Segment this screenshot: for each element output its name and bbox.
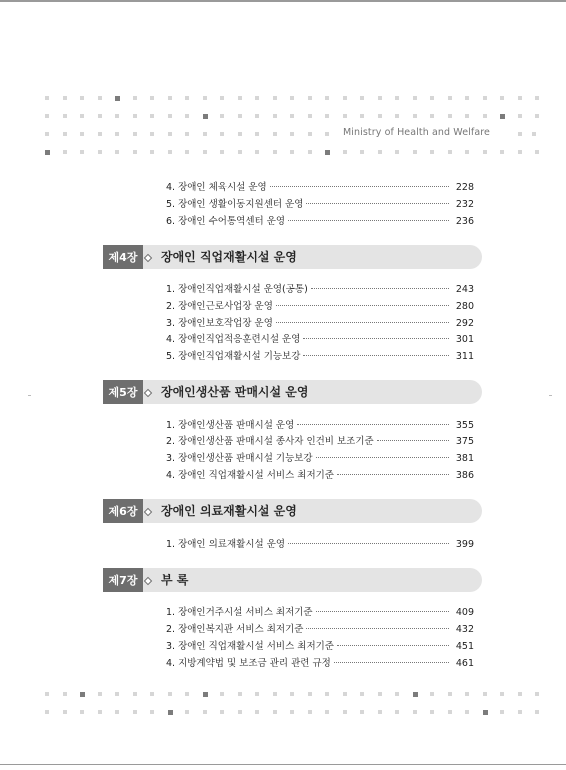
entry-page: 451 — [455, 641, 474, 652]
toc-entry[interactable] — [166, 433, 474, 447]
dot-leader — [311, 287, 449, 289]
decorative-dot — [168, 132, 172, 136]
decorative-dot — [360, 692, 364, 696]
decorative-dot — [273, 692, 277, 696]
decorative-dot — [203, 132, 207, 136]
decorative-dot — [430, 710, 434, 714]
entry-number: 3. — [166, 641, 176, 652]
dot-leader — [377, 439, 449, 441]
decorative-dot — [448, 692, 452, 696]
chapter-label: 제6장 — [103, 499, 143, 523]
decorative-dot — [185, 132, 189, 136]
decorative-dot — [518, 692, 522, 696]
decorative-dot — [308, 114, 312, 118]
entry-title: 장애인생산품 판매시설 운영 — [178, 420, 295, 431]
dot-leader — [316, 456, 449, 458]
entry-number: 5. — [166, 351, 176, 362]
decorative-dot — [273, 114, 277, 118]
chapter-heading[interactable] — [103, 499, 482, 523]
top-rule — [0, 0, 566, 2]
decorative-dot — [63, 150, 67, 154]
footer-dot-row-1 — [45, 692, 535, 696]
decorative-dot — [220, 132, 224, 136]
decorative-dot — [535, 114, 539, 118]
footer-dot-row-2 — [45, 710, 535, 714]
toc-entry[interactable] — [166, 281, 474, 295]
decorative-dot — [115, 692, 119, 696]
decorative-dot — [395, 710, 399, 714]
decorative-dot — [448, 150, 452, 154]
decorative-dot — [203, 692, 208, 697]
header-dot-row-4 — [45, 150, 535, 154]
decorative-dot — [325, 150, 330, 155]
toc-entry[interactable] — [166, 315, 474, 329]
diamond-icon — [144, 508, 152, 516]
decorative-dot — [273, 96, 277, 100]
decorative-dot — [308, 150, 312, 154]
decorative-dot — [115, 132, 119, 136]
entry-title: 장애인직업재활시설 운영(공통) — [178, 284, 308, 295]
decorative-dot — [343, 150, 347, 154]
entry-page: 399 — [455, 539, 474, 550]
decorative-dot — [343, 692, 347, 696]
decorative-dot — [133, 710, 137, 714]
entry-page: 409 — [455, 607, 474, 618]
decorative-dot — [150, 114, 154, 118]
chapter-title: 부 록 — [161, 573, 189, 587]
decorative-dot — [483, 96, 487, 100]
dot-leader — [288, 219, 449, 221]
decorative-dot — [325, 96, 329, 100]
margin-mark — [549, 395, 552, 396]
dot-leader — [276, 304, 449, 306]
dot-leader — [270, 185, 449, 187]
toc-entry[interactable] — [166, 298, 474, 312]
ministry-header: Ministry of Health and Welfare — [342, 127, 490, 138]
decorative-dot — [185, 150, 189, 154]
decorative-dot — [378, 114, 382, 118]
toc-entry[interactable] — [166, 417, 474, 431]
toc-entry[interactable] — [166, 179, 474, 193]
decorative-dot — [168, 710, 173, 715]
decorative-dot — [518, 132, 522, 136]
entry-number: 4. — [166, 334, 176, 345]
decorative-dot — [63, 692, 67, 696]
dot-leader — [303, 337, 449, 339]
decorative-dot — [360, 710, 364, 714]
dot-leader — [306, 202, 449, 204]
decorative-dot — [45, 150, 50, 155]
decorative-dot — [273, 132, 277, 136]
decorative-dot — [500, 150, 504, 154]
decorative-dot — [500, 710, 504, 714]
toc-entry[interactable] — [166, 467, 474, 481]
decorative-dot — [80, 150, 84, 154]
decorative-dot — [273, 150, 277, 154]
diamond-icon — [144, 577, 152, 585]
decorative-dot — [203, 710, 207, 714]
decorative-dot — [500, 114, 505, 119]
decorative-dot — [98, 114, 102, 118]
toc-entry[interactable] — [166, 213, 474, 227]
decorative-dot — [98, 132, 102, 136]
decorative-dot — [483, 692, 487, 696]
chapter-title: 장애인생산품 판매시설 운영 — [161, 385, 309, 399]
decorative-dot — [98, 710, 102, 714]
dot-leader — [334, 661, 449, 663]
entry-number: 3. — [166, 453, 176, 464]
diamond-icon — [144, 254, 152, 262]
decorative-dot — [133, 114, 137, 118]
decorative-dot — [430, 150, 434, 154]
decorative-dot — [80, 96, 84, 100]
chapter-label: 제5장 — [103, 380, 143, 404]
entry-title: 장애인 체육시설 운영 — [178, 182, 267, 193]
decorative-dot — [395, 692, 399, 696]
toc-entry[interactable] — [166, 621, 474, 635]
decorative-dot — [185, 96, 189, 100]
decorative-dot — [360, 114, 364, 118]
decorative-dot — [220, 96, 224, 100]
dot-leader — [337, 644, 449, 646]
chapter-heading[interactable] — [103, 245, 482, 269]
entry-title: 장애인 수어통역센터 운영 — [178, 216, 286, 227]
decorative-dot — [465, 692, 469, 696]
decorative-dot — [238, 710, 242, 714]
decorative-dot — [133, 132, 137, 136]
entry-title: 장애인보호작업장 운영 — [178, 318, 273, 329]
decorative-dot — [535, 692, 539, 696]
toc-entry[interactable] — [166, 638, 474, 652]
entry-page: 232 — [455, 199, 474, 210]
decorative-dot — [115, 114, 119, 118]
toc-entry[interactable] — [166, 348, 474, 362]
decorative-dot — [63, 710, 67, 714]
toc-entry[interactable] — [166, 450, 474, 464]
decorative-dot — [465, 710, 469, 714]
decorative-dot — [203, 96, 207, 100]
decorative-dot — [45, 96, 49, 100]
dot-leader — [297, 423, 449, 425]
decorative-dot — [255, 710, 259, 714]
entry-page: 311 — [455, 351, 474, 362]
margin-mark — [28, 395, 31, 396]
decorative-dot — [308, 692, 312, 696]
entry-page: 461 — [455, 658, 474, 669]
decorative-dot — [465, 96, 469, 100]
decorative-dot — [378, 692, 382, 696]
entry-number: 2. — [166, 624, 176, 635]
entry-number: 2. — [166, 436, 176, 447]
decorative-dot — [413, 114, 417, 118]
decorative-dot — [220, 114, 224, 118]
decorative-dot — [378, 150, 382, 154]
decorative-dot — [150, 132, 154, 136]
decorative-dot — [308, 710, 312, 714]
decorative-dot — [150, 96, 154, 100]
entry-number: 4. — [166, 182, 176, 193]
entry-number: 1. — [166, 284, 176, 295]
decorative-dot — [518, 96, 522, 100]
decorative-dot — [465, 150, 469, 154]
decorative-dot — [168, 114, 172, 118]
toc-entry[interactable] — [166, 536, 474, 550]
dot-leader — [316, 610, 449, 612]
chapter-heading[interactable] — [103, 568, 482, 592]
decorative-dot — [308, 96, 312, 100]
entry-page: 243 — [455, 284, 474, 295]
decorative-dot — [80, 710, 84, 714]
decorative-dot — [535, 710, 539, 714]
decorative-dot — [80, 114, 84, 118]
decorative-dot — [98, 692, 102, 696]
entry-title: 장애인직업적응훈련시설 운영 — [178, 334, 301, 345]
entry-title: 장애인 생활이동지원센터 운영 — [178, 199, 304, 210]
decorative-dot — [518, 114, 522, 118]
decorative-dot — [448, 710, 452, 714]
decorative-dot — [273, 710, 277, 714]
decorative-dot — [150, 710, 154, 714]
entry-title: 장애인직업재활시설 기능보강 — [178, 351, 301, 362]
decorative-dot — [290, 114, 294, 118]
dot-leader — [276, 321, 449, 323]
entry-number: 4. — [166, 470, 176, 481]
chapter-label: 제4장 — [103, 245, 143, 269]
decorative-dot — [343, 96, 347, 100]
decorative-dot — [45, 132, 49, 136]
decorative-dot — [395, 96, 399, 100]
entry-title: 장애인근로사업장 운영 — [178, 301, 273, 312]
decorative-dot — [413, 150, 417, 154]
decorative-dot — [430, 692, 434, 696]
decorative-dot — [413, 692, 418, 697]
decorative-dot — [290, 692, 294, 696]
decorative-dot — [238, 132, 242, 136]
decorative-dot — [80, 692, 85, 697]
decorative-dot — [532, 132, 536, 136]
decorative-dot — [448, 114, 452, 118]
entry-title: 장애인생산품 판매시설 기능보강 — [178, 453, 313, 464]
decorative-dot — [63, 96, 67, 100]
decorative-dot — [483, 114, 487, 118]
decorative-dot — [168, 96, 172, 100]
decorative-dot — [255, 132, 259, 136]
decorative-dot — [535, 96, 539, 100]
entry-page: 386 — [455, 470, 474, 481]
decorative-dot — [98, 150, 102, 154]
toc-entry[interactable] — [166, 331, 474, 345]
entry-title: 장애인복지관 서비스 최저기준 — [178, 624, 304, 635]
decorative-dot — [238, 114, 242, 118]
decorative-dot — [45, 114, 49, 118]
decorative-dot — [45, 692, 49, 696]
entry-number: 5. — [166, 199, 176, 210]
decorative-dot — [290, 150, 294, 154]
decorative-dot — [168, 692, 172, 696]
decorative-dot — [150, 692, 154, 696]
toc-entry[interactable] — [166, 604, 474, 618]
decorative-dot — [220, 150, 224, 154]
decorative-dot — [448, 96, 452, 100]
entry-page: 355 — [455, 420, 474, 431]
entry-number: 2. — [166, 301, 176, 312]
chapter-heading[interactable] — [103, 380, 482, 404]
decorative-dot — [115, 710, 119, 714]
entry-page: 280 — [455, 301, 474, 312]
chapter-title: 장애인 의료재활시설 운영 — [161, 504, 297, 518]
decorative-dot — [255, 114, 259, 118]
decorative-dot — [430, 114, 434, 118]
decorative-dot — [378, 710, 382, 714]
entry-page: 375 — [455, 436, 474, 447]
decorative-dot — [290, 710, 294, 714]
toc-entry[interactable] — [166, 196, 474, 210]
decorative-dot — [238, 692, 242, 696]
decorative-dot — [185, 114, 189, 118]
chapter-label: 제7장 — [103, 568, 143, 592]
entry-number: 1. — [166, 607, 176, 618]
dot-leader — [337, 473, 449, 475]
decorative-dot — [500, 96, 504, 100]
bottom-rule — [0, 764, 566, 765]
decorative-dot — [45, 710, 49, 714]
decorative-dot — [395, 114, 399, 118]
entry-title: 장애인거주시설 서비스 최저기준 — [178, 607, 313, 618]
decorative-dot — [133, 150, 137, 154]
decorative-dot — [325, 710, 329, 714]
entry-page: 292 — [455, 318, 474, 329]
entry-page: 301 — [455, 334, 474, 345]
entry-page: 236 — [455, 216, 474, 227]
entry-title: 지방계약법 및 보조금 관리 관련 규정 — [178, 658, 331, 669]
diamond-icon — [144, 389, 152, 397]
decorative-dot — [150, 150, 154, 154]
decorative-dot — [63, 114, 67, 118]
decorative-dot — [238, 150, 242, 154]
decorative-dot — [308, 132, 312, 136]
decorative-dot — [465, 114, 469, 118]
decorative-dot — [255, 692, 259, 696]
dot-leader — [303, 354, 449, 356]
decorative-dot — [378, 96, 382, 100]
decorative-dot — [360, 150, 364, 154]
decorative-dot — [220, 692, 224, 696]
decorative-dot — [483, 150, 487, 154]
dot-leader — [288, 542, 449, 544]
decorative-dot — [238, 96, 242, 100]
decorative-dot — [115, 96, 120, 101]
entry-page: 228 — [455, 182, 474, 193]
decorative-dot — [115, 150, 119, 154]
decorative-dot — [203, 114, 208, 119]
entry-title: 장애인 직업재활시설 서비스 최저기준 — [178, 641, 334, 652]
decorative-dot — [500, 692, 504, 696]
entry-number: 6. — [166, 216, 176, 227]
decorative-dot — [325, 692, 329, 696]
decorative-dot — [430, 96, 434, 100]
decorative-dot — [133, 96, 137, 100]
header-dot-row-1 — [45, 96, 535, 100]
decorative-dot — [185, 710, 189, 714]
decorative-dot — [535, 150, 539, 154]
decorative-dot — [80, 132, 84, 136]
decorative-dot — [255, 150, 259, 154]
decorative-dot — [518, 710, 522, 714]
decorative-dot — [360, 96, 364, 100]
header-dot-row-2 — [45, 114, 535, 118]
entry-number: 3. — [166, 318, 176, 329]
decorative-dot — [518, 150, 522, 154]
entry-number: 1. — [166, 420, 176, 431]
decorative-dot — [343, 114, 347, 118]
chapter-title: 장애인 직업재활시설 운영 — [161, 250, 297, 264]
decorative-dot — [185, 692, 189, 696]
decorative-dot — [413, 96, 417, 100]
entry-title: 장애인생산품 판매시설 종사자 인건비 보조기준 — [178, 436, 374, 447]
decorative-dot — [325, 132, 329, 136]
decorative-dot — [290, 132, 294, 136]
decorative-dot — [290, 96, 294, 100]
decorative-dot — [63, 132, 67, 136]
decorative-dot — [133, 692, 137, 696]
decorative-dot — [325, 114, 329, 118]
toc-entry[interactable] — [166, 655, 474, 669]
decorative-dot — [395, 150, 399, 154]
dot-leader — [306, 627, 449, 629]
decorative-dot — [343, 710, 347, 714]
decorative-dot — [98, 96, 102, 100]
entry-title: 장애인 의료재활시설 운영 — [178, 539, 286, 550]
decorative-dot — [168, 150, 172, 154]
decorative-dot — [203, 150, 207, 154]
entry-page: 381 — [455, 453, 474, 464]
entry-number: 1. — [166, 539, 176, 550]
decorative-dot — [483, 710, 488, 715]
decorative-dot — [255, 96, 259, 100]
entry-title: 장애인 직업재활시설 서비스 최저기준 — [178, 470, 334, 481]
decorative-dot — [413, 710, 417, 714]
decorative-dot — [220, 710, 224, 714]
entry-number: 4. — [166, 658, 176, 669]
entry-page: 432 — [455, 624, 474, 635]
